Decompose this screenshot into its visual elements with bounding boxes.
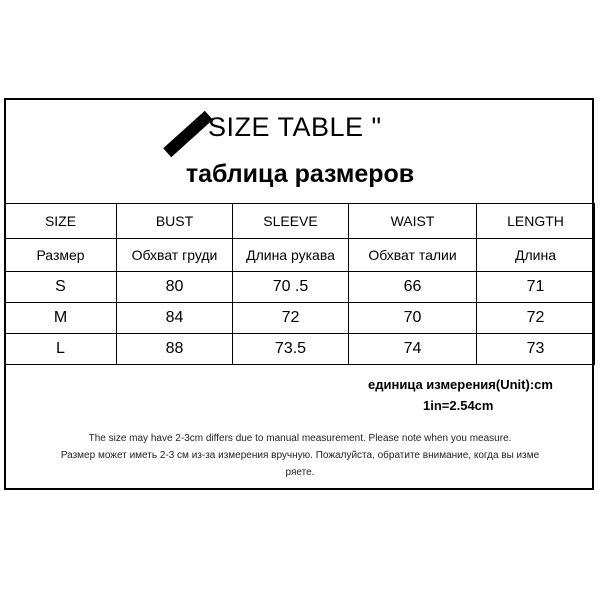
size-table [4, 203, 595, 365]
header-cell: Обхват талии [349, 239, 477, 272]
table-cell: 73.5 [233, 334, 349, 365]
header-cell: Длина рукава [233, 239, 349, 272]
table-cell: 71 [477, 272, 595, 303]
table-cell: 88 [117, 334, 233, 365]
table-header-row-en [5, 204, 595, 239]
table-cell: 84 [117, 303, 233, 334]
table-cell: 70 [349, 303, 477, 334]
inch-conversion-note: 1in=2.54cm [423, 398, 494, 413]
table-cell: 72 [477, 303, 595, 334]
table-cell: L [5, 334, 117, 365]
disclaimer-en: The size may have 2-3cm differs due to manual measurement. Please note when you measure. [88, 433, 512, 444]
disclaimer-ru-line1: Размер может иметь 2-3 см из-за измерения вручную. Пожалуйста, обратите внимание, когда вы изме [60, 450, 540, 461]
table-cell: 73 [477, 334, 595, 365]
header-cell: WAIST [349, 204, 477, 239]
table-header-row-ru [5, 239, 595, 272]
page-title-en: SIZE TABLE " [208, 112, 382, 142]
table-row [5, 334, 595, 365]
table-cell: 66 [349, 272, 477, 303]
header-cell: LENGTH [477, 204, 595, 239]
header-cell: Обхват груди [117, 239, 233, 272]
table-cell: 72 [233, 303, 349, 334]
header-cell: SLEEVE [233, 204, 349, 239]
table-row [5, 303, 595, 334]
table-cell: 80 [117, 272, 233, 303]
header-cell: SIZE [5, 204, 117, 239]
header-cell: BUST [117, 204, 233, 239]
unit-note: единица измерения(Unit):cm [368, 377, 553, 392]
page-title-ru: таблица размеров [185, 160, 415, 188]
table-cell: S [5, 272, 117, 303]
disclaimer-ru-line2: ряете. [285, 467, 315, 478]
table-cell: M [5, 303, 117, 334]
table-cell: 70 .5 [233, 272, 349, 303]
header-cell: Размер [5, 239, 117, 272]
header-cell: Длина [477, 239, 595, 272]
table-cell: 74 [349, 334, 477, 365]
table-row [5, 272, 595, 303]
